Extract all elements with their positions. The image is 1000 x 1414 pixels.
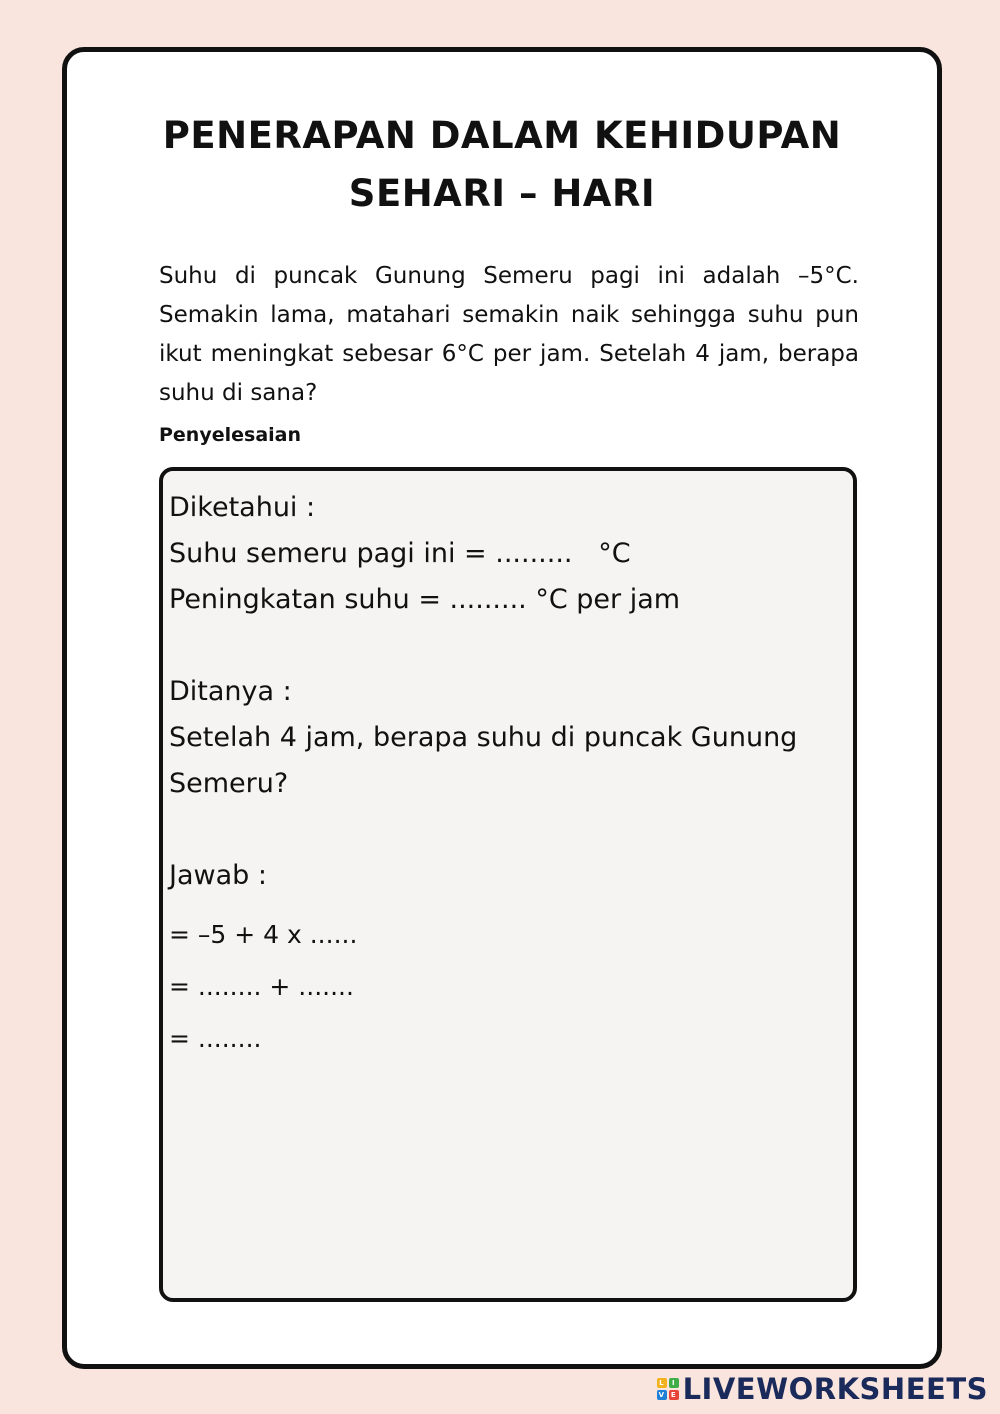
asked-line-1: Setelah 4 jam, berapa suhu di puncak Gunung xyxy=(169,722,798,753)
calc-step-3: = ........ xyxy=(169,1024,262,1053)
title-line-2: SEHARI – HARI xyxy=(348,172,656,215)
logo-cell-v: V xyxy=(657,1390,667,1400)
calc-step-1: = –5 + 4 x ...... xyxy=(169,920,358,949)
page-title xyxy=(67,107,937,223)
spacer xyxy=(169,623,849,669)
answer-box[interactable] xyxy=(159,467,857,1302)
answer-label: Jawab : xyxy=(169,860,267,891)
liveworksheets-watermark xyxy=(657,1372,988,1406)
problem-text: Suhu di puncak Gunung Semeru pagi ini adalah –5°C. Semakin lama, matahari semakin naik sehingga suhu pun ikut meningkat sebesar 6°C per jam. Setelah 4 jam, berapa suhu di sana? xyxy=(159,263,859,406)
known-line-2: Peningkatan suhu = ......... °C per jam xyxy=(169,584,681,615)
worksheet-card xyxy=(62,47,942,1369)
liveworksheets-logo-icon xyxy=(657,1378,679,1400)
known-label: Diketahui : xyxy=(169,492,316,523)
asked-label: Ditanya : xyxy=(169,676,292,707)
title-line-1: PENERAPAN DALAM KEHIDUPAN xyxy=(162,114,842,157)
asked-line-2: Semeru? xyxy=(169,768,289,799)
watermark-text: LIVEWORKSHEETS xyxy=(682,1372,988,1406)
spacer xyxy=(169,899,849,909)
logo-cell-i: I xyxy=(669,1378,679,1388)
solution-label: Penyelesaian xyxy=(159,424,301,446)
spacer xyxy=(169,807,849,853)
calc-step-2: = ........ + ....... xyxy=(169,972,354,1001)
known-line-1: Suhu semeru pagi ini = ......... °C xyxy=(169,538,631,569)
answer-content xyxy=(169,485,849,1065)
logo-cell-l: L xyxy=(657,1378,667,1388)
logo-cell-e: E xyxy=(669,1390,679,1400)
